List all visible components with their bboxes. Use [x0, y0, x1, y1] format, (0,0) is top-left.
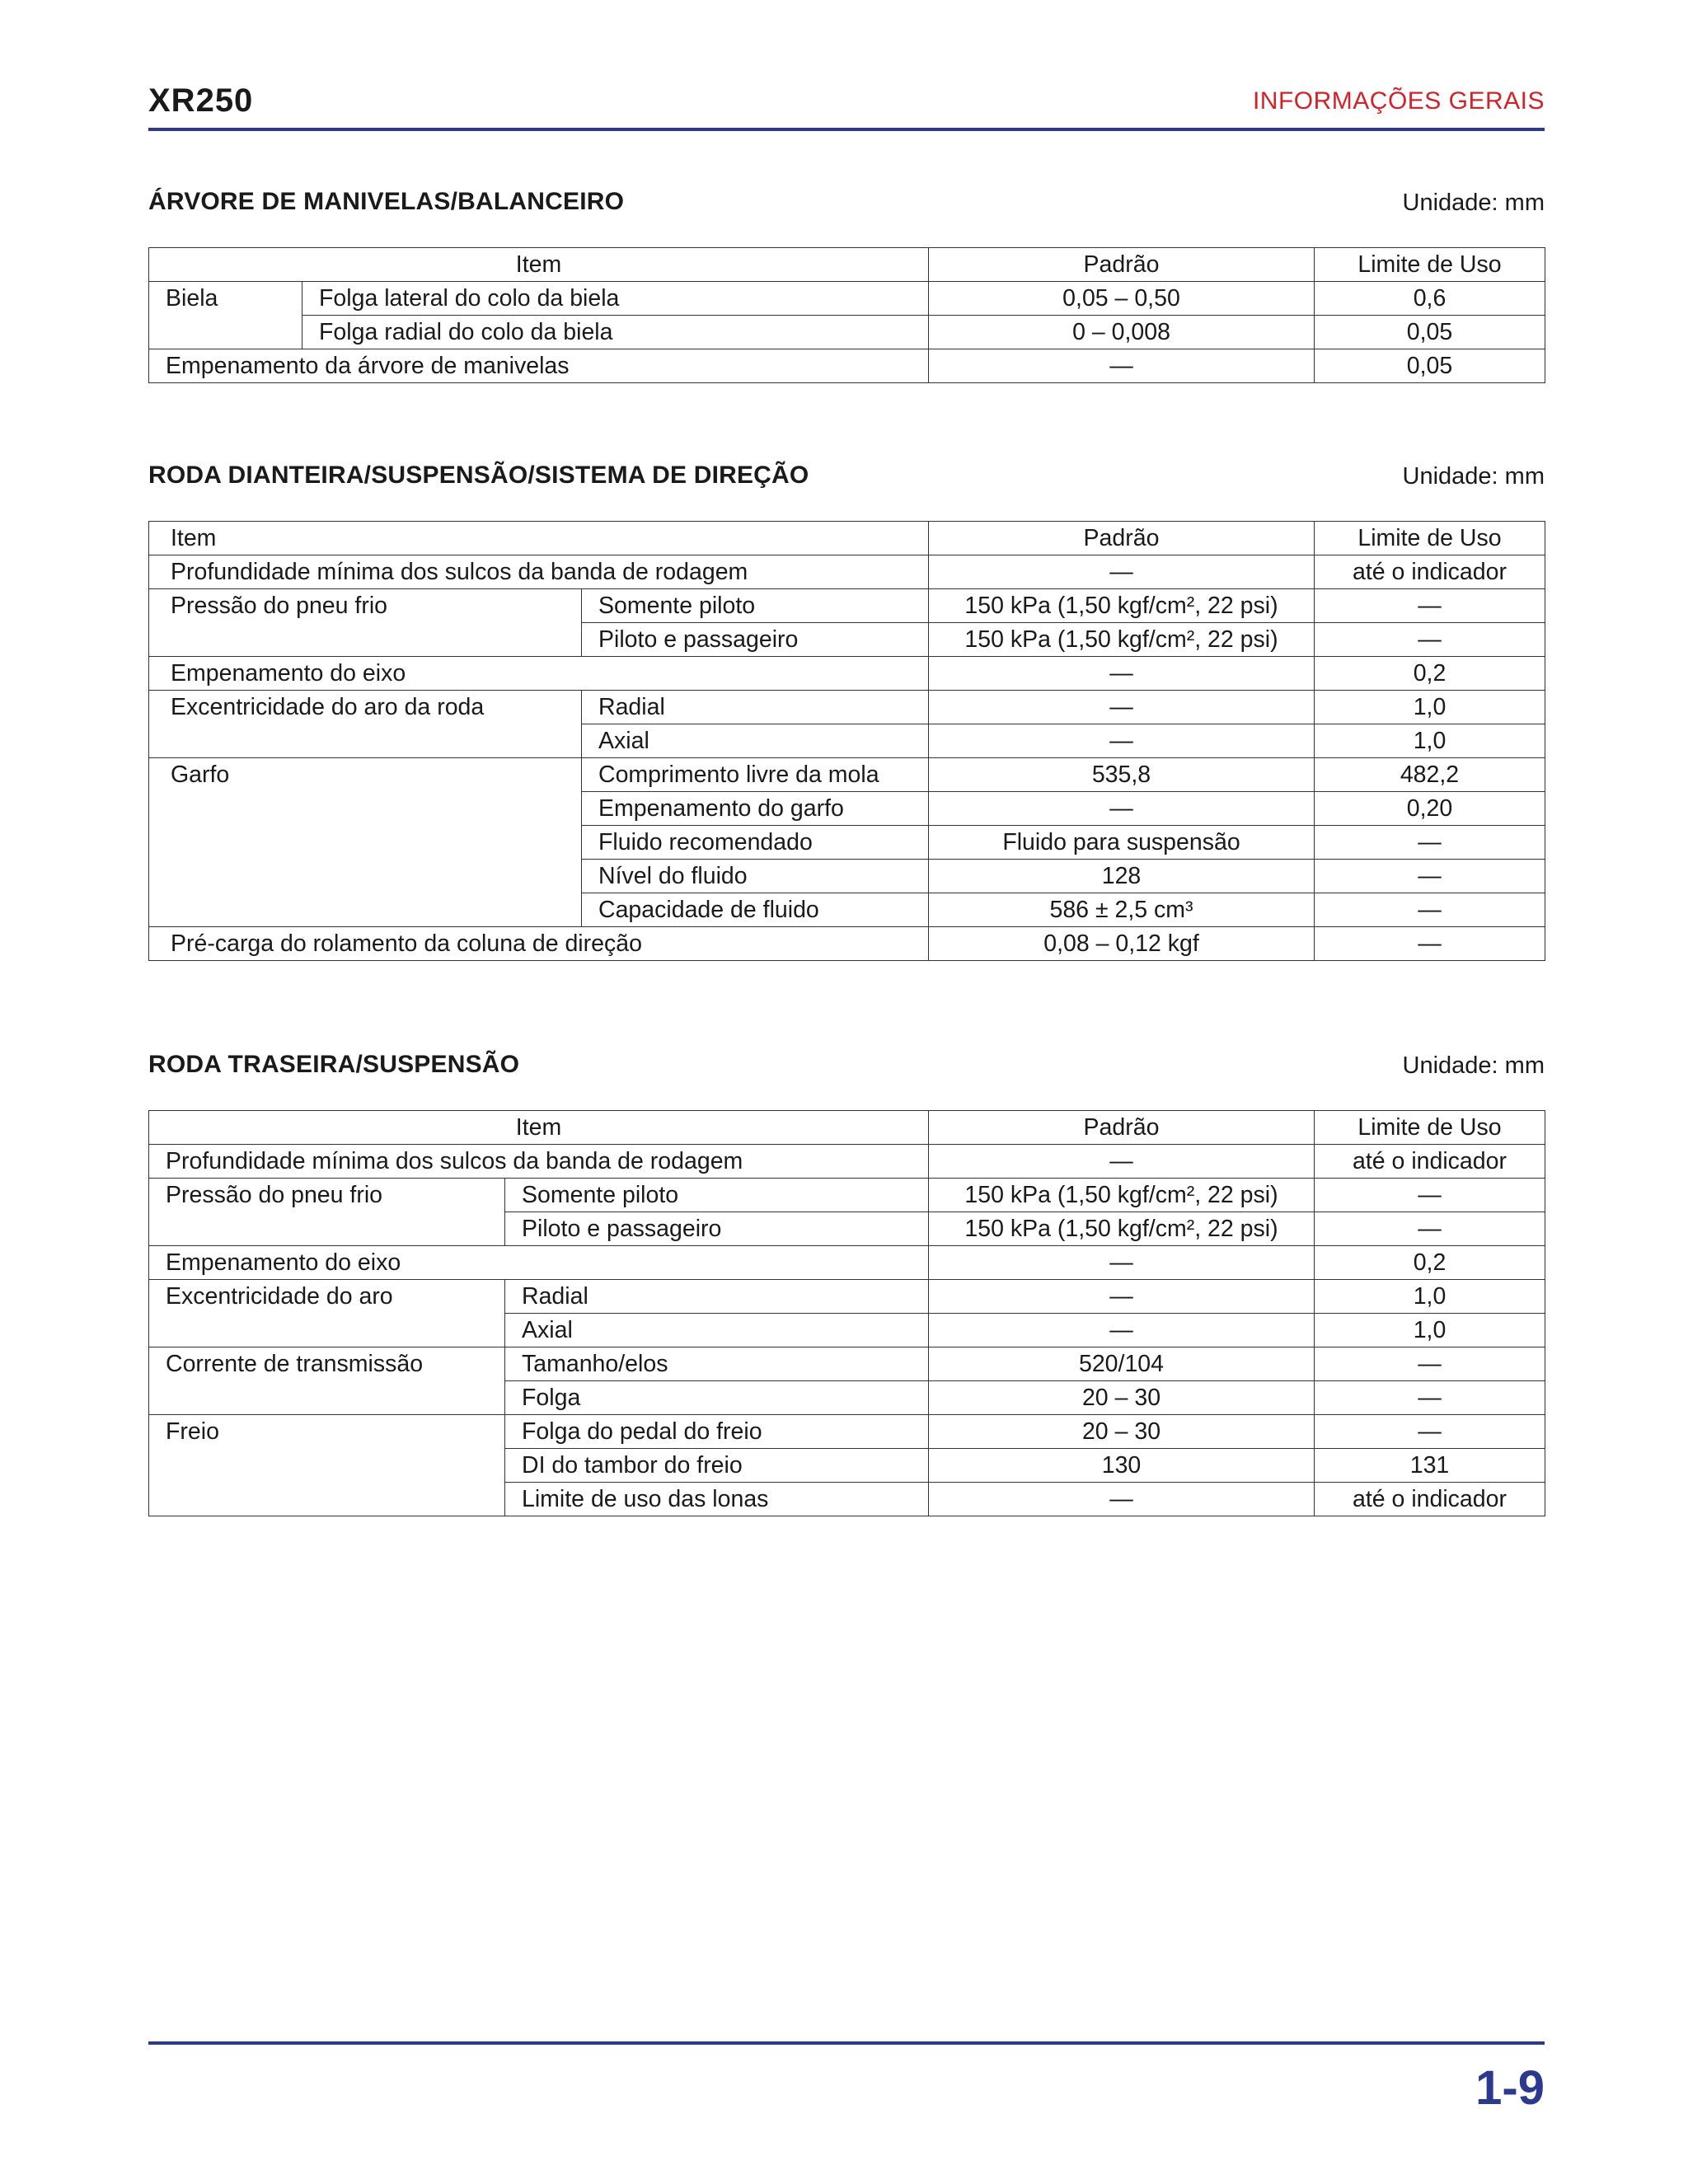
group-label: Excentricidade do aro	[149, 1280, 505, 1347]
front-wheel-table	[148, 521, 1545, 961]
limite-value: —	[1315, 1179, 1545, 1212]
limite-value: até o indicador	[1315, 555, 1545, 589]
limite-value: 1,0	[1315, 724, 1545, 758]
item-label: Empenamento da árvore de manivelas	[149, 349, 929, 383]
limite-value: —	[1315, 1212, 1545, 1246]
limite-value: 1,0	[1315, 1280, 1545, 1314]
sub-label: Folga	[505, 1381, 929, 1415]
sub-label: Limite de uso das lonas	[505, 1483, 929, 1516]
padrao-value: 0,05 – 0,50	[929, 282, 1315, 316]
sub-label: Tamanho/elos	[505, 1347, 929, 1381]
table-row	[149, 589, 1545, 623]
padrao-value: Fluido para suspensão	[929, 826, 1315, 860]
group-label: Garfo	[149, 758, 582, 927]
limite-value: 1,0	[1315, 1314, 1545, 1347]
table-row	[149, 1280, 1545, 1314]
padrao-value: —	[929, 724, 1315, 758]
sub-label: Fluido recomendado	[582, 826, 929, 860]
padrao-value: —	[929, 1280, 1315, 1314]
table-row	[149, 691, 1545, 724]
limite-value: 0,2	[1315, 657, 1545, 691]
manual-page	[148, 0, 1545, 2184]
table-row	[149, 927, 1545, 961]
table-row	[149, 555, 1545, 589]
sub-label: Piloto e passageiro	[505, 1212, 929, 1246]
rear-wheel-table	[148, 1110, 1545, 1516]
padrao-value: —	[929, 792, 1315, 826]
group-label: Freio	[149, 1415, 505, 1516]
sub-label: Radial	[505, 1280, 929, 1314]
table-row	[149, 1246, 1545, 1280]
limite-value: —	[1315, 589, 1545, 623]
col-header-padrao: Padrão	[929, 522, 1315, 555]
section-front-wheel	[148, 462, 1545, 961]
sub-label: Folga radial do colo da biela	[302, 316, 929, 349]
padrao-value: 128	[929, 860, 1315, 893]
sub-label: Empenamento do garfo	[582, 792, 929, 826]
sub-label: Folga do pedal do freio	[505, 1415, 929, 1449]
padrao-value: —	[929, 349, 1315, 383]
item-label: Empenamento do eixo	[149, 657, 929, 691]
sub-label: Folga lateral do colo da biela	[302, 282, 929, 316]
padrao-value: —	[929, 657, 1315, 691]
padrao-value: —	[929, 555, 1315, 589]
sub-label: Somente piloto	[505, 1179, 929, 1212]
section-rear-wheel	[148, 1051, 1545, 1516]
col-header-padrao: Padrão	[929, 248, 1315, 282]
table-row	[149, 1347, 1545, 1381]
model-name: XR250	[148, 82, 254, 119]
col-header-item: Item	[149, 1111, 929, 1145]
limite-value: 1,0	[1315, 691, 1545, 724]
sub-label: Radial	[582, 691, 929, 724]
sub-label: Axial	[582, 724, 929, 758]
col-header-item: Item	[149, 248, 929, 282]
limite-value: até o indicador	[1315, 1483, 1545, 1516]
limite-value: —	[1315, 927, 1545, 961]
limite-value: 0,20	[1315, 792, 1545, 826]
section-title: ÁRVORE DE MANIVELAS/BALANCEIRO	[148, 188, 625, 215]
limite-value: até o indicador	[1315, 1145, 1545, 1179]
col-header-padrao: Padrão	[929, 1111, 1315, 1145]
padrao-value: 0 – 0,008	[929, 316, 1315, 349]
col-header-limite: Limite de Uso	[1315, 1111, 1545, 1145]
table-row	[149, 349, 1545, 383]
padrao-value: —	[929, 1314, 1315, 1347]
group-label: Excentricidade do aro da roda	[149, 691, 582, 758]
sub-label: Capacidade de fluido	[582, 893, 929, 927]
footer-rule	[148, 2041, 1545, 2045]
item-label: Empenamento do eixo	[149, 1246, 929, 1280]
page-header	[148, 82, 1545, 130]
sub-label: Nível do fluido	[582, 860, 929, 893]
limite-value: 482,2	[1315, 758, 1545, 792]
chapter-title: INFORMAÇÕES GERAIS	[1252, 87, 1545, 115]
group-label: Pressão do pneu frio	[149, 589, 582, 657]
crankshaft-table	[148, 247, 1545, 383]
table-row	[149, 1145, 1545, 1179]
col-header-limite: Limite de Uso	[1315, 248, 1545, 282]
table-row	[149, 1179, 1545, 1212]
limite-value: —	[1315, 1347, 1545, 1381]
limite-value: 0,05	[1315, 349, 1545, 383]
item-label: Profundidade mínima dos sulcos da banda de rodagem	[149, 1145, 929, 1179]
col-header-item: Item	[149, 522, 929, 555]
header-rule	[148, 128, 1545, 131]
sub-label: Comprimento livre da mola	[582, 758, 929, 792]
item-label: Profundidade mínima dos sulcos da banda de rodagem	[149, 555, 929, 589]
padrao-value: 20 – 30	[929, 1381, 1315, 1415]
sub-label: Axial	[505, 1314, 929, 1347]
padrao-value: 0,08 – 0,12 kgf	[929, 927, 1315, 961]
unit-label: Unidade: mm	[1402, 463, 1545, 490]
page-number: 1-9	[1475, 2061, 1545, 2115]
unit-label: Unidade: mm	[1402, 1052, 1545, 1079]
padrao-value: 586 ± 2,5 cm³	[929, 893, 1315, 927]
limite-value: 131	[1315, 1449, 1545, 1483]
col-header-limite: Limite de Uso	[1315, 522, 1545, 555]
sub-label: Somente piloto	[582, 589, 929, 623]
limite-value: —	[1315, 826, 1545, 860]
section-crankshaft	[148, 188, 1545, 383]
table-row	[149, 758, 1545, 792]
section-title: RODA DIANTEIRA/SUSPENSÃO/SISTEMA DE DIREÇÃO	[148, 462, 809, 489]
padrao-value: 20 – 30	[929, 1415, 1315, 1449]
table-row	[149, 316, 1545, 349]
sub-label: Piloto e passageiro	[582, 623, 929, 657]
limite-value: —	[1315, 860, 1545, 893]
table-header-row	[149, 522, 1545, 555]
padrao-value: —	[929, 1483, 1315, 1516]
padrao-value: 150 kPa (1,50 kgf/cm², 22 psi)	[929, 589, 1315, 623]
limite-value: —	[1315, 623, 1545, 657]
group-label: Corrente de transmissão	[149, 1347, 505, 1415]
limite-value: 0,05	[1315, 316, 1545, 349]
limite-value: —	[1315, 893, 1545, 927]
limite-value: 0,2	[1315, 1246, 1545, 1280]
section-title: RODA TRASEIRA/SUSPENSÃO	[148, 1051, 520, 1078]
sub-label: DI do tambor do freio	[505, 1449, 929, 1483]
padrao-value: 150 kPa (1,50 kgf/cm², 22 psi)	[929, 1179, 1315, 1212]
limite-value: 0,6	[1315, 282, 1545, 316]
padrao-value: 150 kPa (1,50 kgf/cm², 22 psi)	[929, 1212, 1315, 1246]
table-header-row	[149, 1111, 1545, 1145]
table-header-row	[149, 248, 1545, 282]
padrao-value: 130	[929, 1449, 1315, 1483]
item-label: Pré-carga do rolamento da coluna de direção	[149, 927, 929, 961]
padrao-value: —	[929, 1246, 1315, 1280]
padrao-value: 520/104	[929, 1347, 1315, 1381]
padrao-value: 150 kPa (1,50 kgf/cm², 22 psi)	[929, 623, 1315, 657]
padrao-value: —	[929, 691, 1315, 724]
padrao-value: —	[929, 1145, 1315, 1179]
limite-value: —	[1315, 1415, 1545, 1449]
unit-label: Unidade: mm	[1402, 190, 1545, 216]
limite-value: —	[1315, 1381, 1545, 1415]
group-label: Pressão do pneu frio	[149, 1179, 505, 1246]
group-label: Biela	[149, 282, 302, 349]
table-row	[149, 282, 1545, 316]
table-row	[149, 1415, 1545, 1449]
padrao-value: 535,8	[929, 758, 1315, 792]
table-row	[149, 657, 1545, 691]
